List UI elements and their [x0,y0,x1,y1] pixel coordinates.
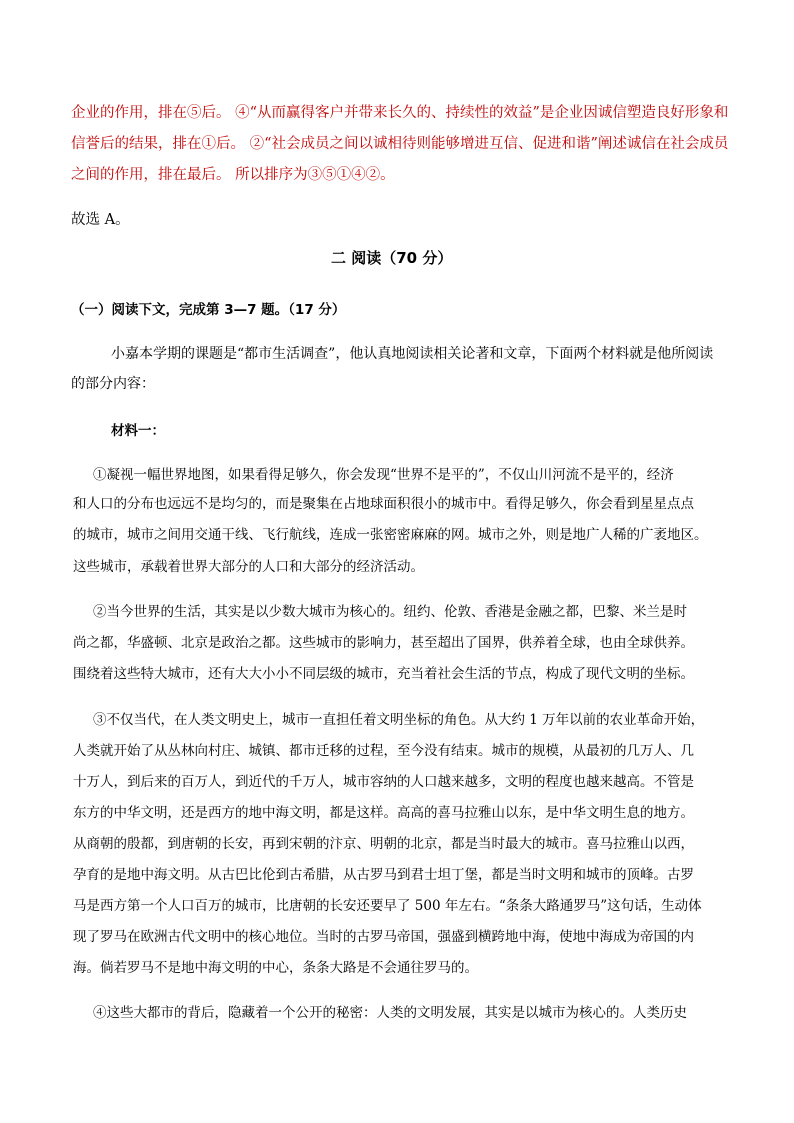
p2-line-2: 尚之都，华盛顿、北京是政治之都。这些城市的影响力，甚至超出了国界，供养着全球，也由全球供养。 [73,635,694,651]
section-subtitle: （一）阅读下文，完成第 3—7 题。（17 分） [71,302,346,318]
p1-line-1: ①凝视一幅世界地图，如果看得足够久，你会发现“世界不是平的”，不仅山川河流不是平的，经济 [93,467,674,483]
p1-line-3: 的城市，城市之间用交通干线、飞行航线，连成一张密密麻麻的网。城市之外，则是地广人稀的广袤地区。 [73,527,708,543]
p3-line-2: 人类就开始了从丛林向村庄、城镇、都市迁移的过程，至今没有结束。城市的规模，从最初的几万人、几 [73,743,694,759]
p3-line-5: 从商朝的殷都，到唐朝的长安，再到宋朝的汴京、明朝的北京，都是当时最大的城市。喜马拉雅山以西， [73,836,694,852]
material-label: 材料一： [111,423,165,439]
p1-line-4: 这些城市，承载着世界大部分的人口和大部分的经济活动。 [73,559,424,575]
intro-line-2: 的部分内容： [71,376,155,392]
p3-line-8: 现了罗马在欧洲古代文明中的核心地位。当时的古罗马帝国，强盛到横跨地中海，使地中海成为帝国的内 [73,929,694,945]
section-title: 二 阅读（70 分） [331,249,453,267]
p3-line-9: 海。倘若罗马不是地中海文明的中心，条条大路是不会通往罗马的。 [73,960,478,976]
p3-line-7: 马是西方第一个人口百万的城市，比唐朝的长安还要早了 500 年左右。“条条大路通罗马”这句话，生动体 [73,898,702,914]
p3-line-3: 十万人，到后来的百万人，到近代的千万人，城市容纳的人口越来越多，文明的程度也越来越高。不管是 [73,774,694,790]
answer-line-3: 之间的作用，排在最后。 所以排序为③⑤①④②。 [71,167,395,183]
p2-line-3: 围绕着这些特大城市，还有大大小小不同层级的城市，充当着社会生活的节点，构成了现代文明的坐标。 [73,666,694,682]
p1-line-2: 和人口的分布也远远不是均匀的，而是聚集在占地球面积很小的城市中。看得足够久，你会看到星星点点 [73,496,694,512]
answer-choice: 故选 A。 [71,212,130,228]
p3-line-4: 东方的中华文明，还是西方的地中海文明，都是这样。高高的喜马拉雅山以东，是中华文明生息的地方。 [73,805,694,821]
intro-line-1: 小嘉本学期的课题是“都市生活调查”，他认真地阅读相关论著和文章，下面两个材料就是他所阅读 [111,346,714,362]
answer-line-1: 企业的作用，排在⑤后。 ④“从而赢得客户并带来长久的、持续性的效益”是企业因诚信塑造良好形象和 [71,105,729,121]
p4-line-1: ④这些大都市的背后，隐藏着一个公开的秘密：人类的文明发展，其实是以城市为核心的。人类历史 [93,1005,687,1021]
p2-line-1: ②当今世界的生活，其实是以少数大城市为核心的。纽约、伦敦、香港是金融之都，巴黎、米兰是时 [93,604,687,620]
answer-line-2: 信誉后的结果，排在①后。 ②“社会成员之间以诚相待则能够增进互信、促进和谐”阐述诚信在社会成员 [71,136,729,152]
p3-line-1: ③不仅当代，在人类文明史上，城市一直担任着文明坐标的角色。从大约 1 万年以前的农业革命开始， [93,712,705,728]
p3-line-6: 孕育的是地中海文明。从古巴比伦到古希腊，从古罗马到君士坦丁堡，都是当时文明和城市的顶峰。古罗 [73,867,694,883]
